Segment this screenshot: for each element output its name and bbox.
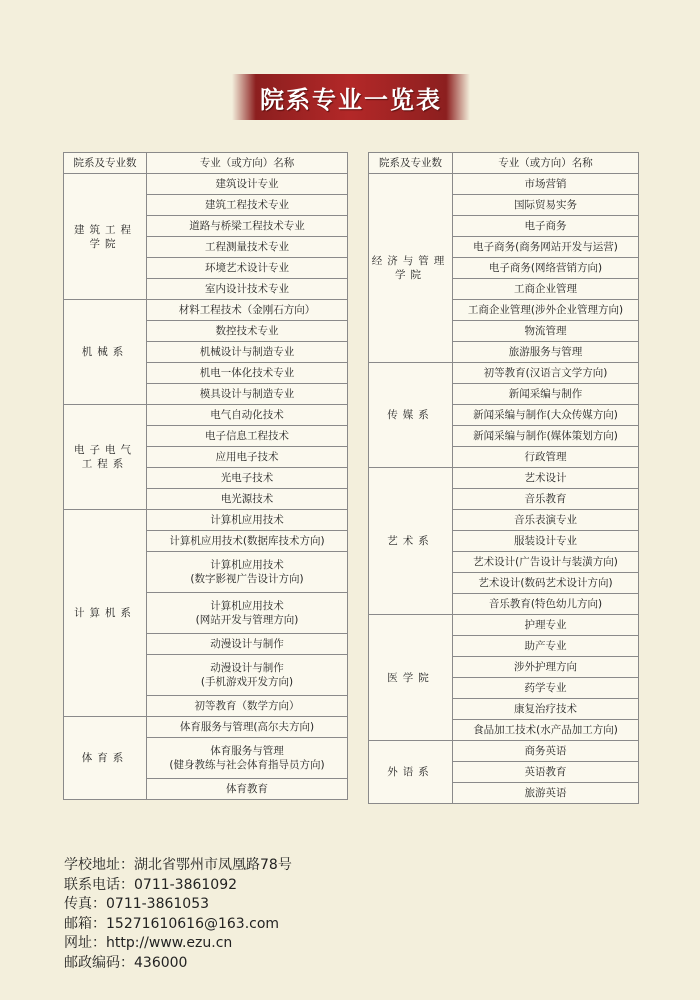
right-department-table [368,152,639,804]
major-name-line: 涉外护理方向 [514,661,577,673]
major-name [147,779,348,800]
major-name-line: 艺术设计(数码艺术设计方向) [478,577,613,589]
major-name-line: 艺术设计(广告设计与装潢方向) [473,556,618,568]
major-name-line: 计算机应用技术 [210,514,284,526]
contact-email: 邮箱：15271610616@163.com [64,915,280,932]
header-major: 专业（或方向）名称 [453,153,639,174]
major-name [147,738,348,779]
major-name-line: 旅游英语 [524,787,567,799]
contact-fax: 传真：0711-3861053 [64,896,210,912]
major-name [453,699,639,720]
major-name-line: 音乐表演专业 [514,514,577,526]
major-name [453,636,639,657]
major-name-line: 机械设计与制造专业 [199,346,295,358]
major-name-line: 计算机应用技术(数据库技术方向) [169,535,325,547]
major-name [147,363,348,384]
department-name-line: 学院 [89,237,121,250]
major-name [453,489,639,510]
major-name-line: 工商企业管理 [514,283,577,295]
major-name-line: 体育服务与管理 [210,745,284,757]
major-name-line: 工程测量技术专业 [205,241,289,253]
major-row [64,174,348,195]
major-name-line: 国际贸易实务 [514,199,577,211]
major-name [147,321,348,342]
department-name [64,717,147,800]
contact-address: 学校地址：湖北省鄂州市凤凰路78号 [64,857,292,873]
major-name-line: 助产专业 [524,640,567,652]
major-name-line: (数字影视广告设计方向) [190,573,304,585]
major-name-line: 体育教育 [226,783,268,795]
major-name [453,531,639,552]
major-name [453,447,639,468]
major-name-line: 动漫设计与制作 [210,662,284,674]
major-name-line: 行政管理 [524,451,567,463]
major-name-line: 电子商务(网络营销方向) [488,262,603,274]
department-name [369,615,453,741]
major-name [147,593,348,634]
major-name-line: 动漫设计与制作 [210,638,284,650]
major-row [64,510,348,531]
major-name [147,426,348,447]
major-name-line: 环境艺术设计专业 [205,262,289,274]
department-name [369,468,453,615]
major-name [147,342,348,363]
major-name-line: 体育服务与管理(高尔夫方向) [179,721,315,733]
department-name [64,405,147,510]
major-name-line: 初等教育（数学方向） [194,700,300,712]
major-name [453,573,639,594]
major-row [64,405,348,426]
major-name-line: 音乐教育(特色幼儿方向) [488,598,603,610]
major-name-line: 光电子技术 [220,472,274,484]
major-name [453,552,639,573]
major-name [147,655,348,696]
major-name [453,405,639,426]
major-name-line: 计算机应用技术 [210,559,284,571]
department-name-line: 体育系 [81,752,129,764]
major-name-line: 初等教育(汉语言文学方向) [483,367,608,379]
major-name-line: 商务英语 [524,745,567,757]
major-name [453,237,639,258]
major-name-line: 新闻采编与制作(大众传媒方向) [473,409,618,421]
major-name [147,279,348,300]
major-name-line: 电子信息工程技术 [205,430,289,442]
major-name [147,489,348,510]
major-name-line: 康复治疗技术 [514,703,577,715]
major-row [369,174,639,195]
major-name [147,531,348,552]
header-dept: 院系及专业数 [64,153,147,174]
major-name [147,634,348,655]
major-name [147,552,348,593]
department-name-line: 艺术系 [387,535,434,547]
major-name [453,615,639,636]
major-name-line: 应用电子技术 [215,451,279,463]
major-name [453,258,639,279]
major-name [147,447,348,468]
major-name [147,300,348,321]
major-name [147,258,348,279]
department-name [369,174,453,363]
contact-phone: 联系电话：0711-3861092 [64,876,238,893]
department-name-line: 医学院 [387,671,434,684]
major-name-line: 建筑工程技术专业 [205,199,289,211]
department-name-line: 传媒系 [387,409,434,421]
major-name [147,696,348,717]
department-name-line: 电子电气 [74,444,136,456]
major-name [453,342,639,363]
department-name-line: 学院 [395,269,426,281]
major-name-line: 建筑设计专业 [215,178,279,190]
major-name [147,237,348,258]
major-name-line: 机电一体化技术专业 [199,367,295,379]
contact-postcode: 邮政编码：436000 [64,954,188,971]
department-name [369,741,453,804]
major-name [453,384,639,405]
major-name-line: (健身教练与社会体育指导员方向) [169,759,325,771]
major-name [453,510,639,531]
major-name-line: 新闻采编与制作 [508,388,583,400]
major-name [453,720,639,741]
major-name-line: 材料工程技术（金刚石方向） [178,304,316,316]
department-name [64,174,147,300]
department-name-line: 计算机系 [74,607,136,619]
major-name-line: 电子商务 [524,220,567,232]
header-dept: 院系及专业数 [369,153,453,174]
major-name [453,279,639,300]
major-name-line: 电子商务(商务网站开发与运营) [473,241,618,253]
department-name-line: 工程系 [81,458,129,470]
department-name-line: 机械系 [81,346,129,358]
major-name-line: 数控技术专业 [215,325,279,337]
major-name [453,678,639,699]
major-row [369,615,639,636]
major-name-line: 电气自动化技术 [210,409,284,421]
major-name [147,717,348,738]
major-name-line: 艺术设计 [524,472,567,484]
major-name-line: 物流管理 [524,325,567,337]
major-name [147,468,348,489]
major-name-line: 模具设计与制造专业 [199,388,295,400]
major-name [453,426,639,447]
major-name-line: (网站开发与管理方向) [195,614,299,626]
major-name [453,594,639,615]
major-name [147,405,348,426]
major-name [453,321,639,342]
major-name [147,510,348,531]
major-name [147,384,348,405]
major-name-line: 旅游服务与管理 [508,346,583,358]
major-name [453,741,639,762]
major-name-line: 室内设计技术专业 [205,283,289,295]
major-name [453,300,639,321]
major-name [453,657,639,678]
major-name-line: 电光源技术 [220,493,274,505]
major-row [64,300,348,321]
major-name-line: 计算机应用技术 [210,600,284,612]
major-name-line: 药学专业 [524,682,567,694]
major-name-line: 道路与桥梁工程技术专业 [189,220,305,232]
major-name-line: 护理专业 [524,619,567,631]
major-name [453,174,639,195]
major-name-line: 食品加工技术(水产品加工方向) [473,724,618,736]
title-banner [232,74,470,120]
major-name-line: 新闻采编与制作(媒体策划方向) [473,430,618,442]
major-name [147,174,348,195]
major-name [453,195,639,216]
major-row [369,468,639,489]
department-name-line: 建筑工程 [74,223,136,236]
major-name [453,783,639,804]
major-name-line: 工商企业管理(涉外企业管理方向) [467,304,624,316]
major-row [369,363,639,384]
contact-website: 网址：http://www.ezu.cn [64,935,233,951]
major-name [453,216,639,237]
major-name [453,363,639,384]
major-name [453,762,639,783]
header-major: 专业（或方向）名称 [147,153,348,174]
major-name [147,195,348,216]
major-name-line: 市场营销 [524,178,567,190]
department-name-line: 经济与管理 [371,255,450,267]
major-row [369,741,639,762]
major-name-line: 音乐教育 [524,493,567,505]
major-name-line: 英语教育 [524,766,567,778]
major-name-line: (手机游戏开发方向) [200,676,294,688]
page-title: 院系专业一览表 [260,85,442,114]
contact-info [64,856,292,973]
department-name [64,510,147,717]
department-name [369,363,453,468]
major-name [147,216,348,237]
left-department-table [63,152,348,800]
department-name-line: 外语系 [387,766,434,778]
major-name-line: 服装设计专业 [514,535,577,547]
major-name [453,468,639,489]
major-row [64,717,348,738]
department-name [64,300,147,405]
